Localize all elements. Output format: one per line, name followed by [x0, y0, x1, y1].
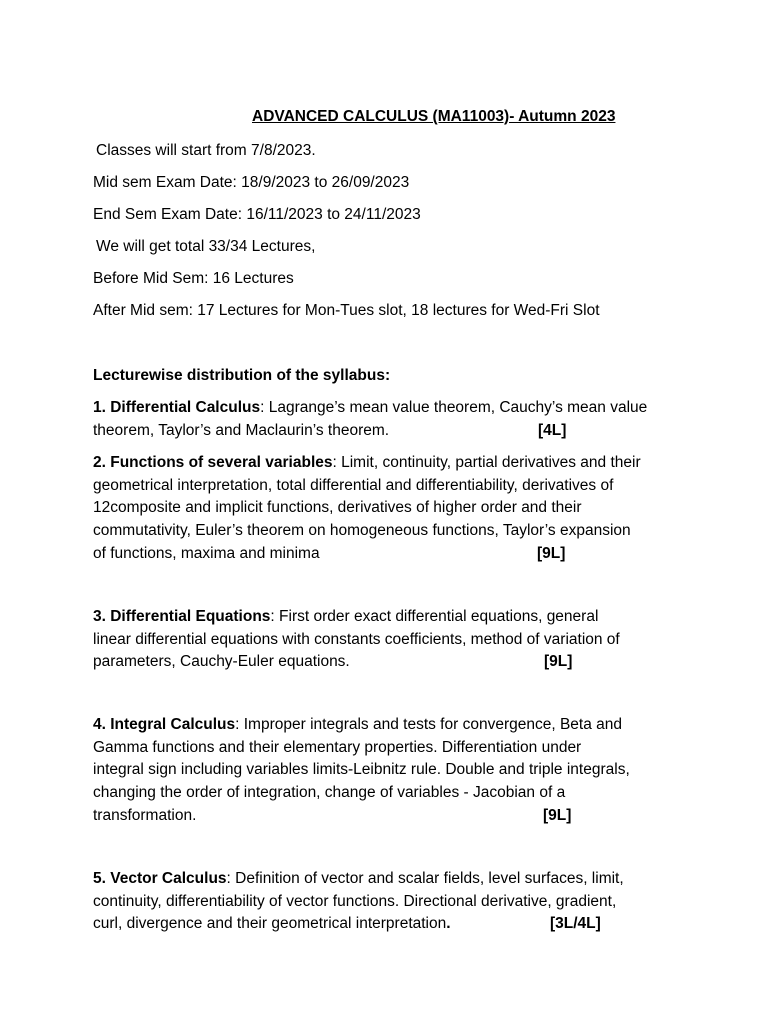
section-line	[93, 759, 688, 782]
section-text: parameters, Cauchy-Euler equations.	[93, 653, 350, 671]
syllabus-section-4	[93, 714, 688, 827]
section-text: commutativity, Euler’s theorem on homogeneous functions, Taylor’s expansion	[93, 522, 631, 540]
section-text: linear differential equations with constants coefficients, method of variation of	[93, 630, 620, 648]
section-line	[93, 606, 688, 629]
section-line	[93, 737, 688, 760]
section-text: : First order exact differential equations, general	[270, 608, 599, 625]
lecture-count: [9L]	[543, 806, 572, 824]
section-text: transformation.	[93, 806, 197, 824]
section-line	[93, 497, 688, 520]
info-line-midsem: Mid sem Exam Date: 18/9/2023 to 26/09/2023	[93, 174, 410, 191]
syllabus-section-2	[93, 452, 688, 565]
info-line-after-mid: After Mid sem: 17 Lectures for Mon-Tues slot, 18 lectures for Wed-Fri Slot	[93, 302, 600, 319]
section-text: curl, divergence and their geometrical interpretation	[93, 915, 447, 933]
lecture-count: [9L]	[537, 544, 566, 562]
section-text: : Improper integrals and tests for convergence, Beta and	[235, 716, 622, 733]
section-line	[93, 913, 688, 936]
section-text: : Definition of vector and scalar fields, level surfaces, limit,	[226, 870, 624, 887]
section-text: : Lagrange’s mean value theorem, Cauchy’s mean value	[260, 399, 648, 416]
lecture-count: [9L]	[544, 653, 573, 671]
page-title: ADVANCED CALCULUS (MA11003)- Autumn 2023	[252, 108, 616, 125]
section-text: geometrical interpretation, total differential and differentiability, derivatives of	[93, 476, 614, 494]
section-line	[93, 891, 688, 914]
section-line	[93, 782, 688, 805]
section-heading: 4. Integral Calculus	[93, 716, 236, 733]
section-line	[93, 805, 688, 828]
syllabus-section-1	[93, 397, 688, 442]
section-text: Gamma functions and their elementary properties. Differentiation under	[93, 738, 582, 756]
section-text: changing the order of integration, change of variables - Jacobian of a	[93, 784, 566, 802]
section-text: continuity, differentiability of vector functions. Directional derivative, gradient,	[93, 892, 617, 910]
section-line	[93, 543, 688, 566]
syllabus-heading: Lecturewise distribution of the syllabus:	[93, 367, 391, 384]
section-line	[93, 714, 688, 737]
section-line	[93, 452, 688, 475]
section-line	[93, 420, 688, 443]
section-text: of functions, maxima and minima	[93, 544, 320, 562]
section-text-period: .	[446, 915, 451, 933]
section-line	[93, 397, 688, 420]
section-text: theorem, Taylor’s and Maclaurin’s theorem.	[93, 421, 390, 439]
section-heading: 3. Differential Equations	[93, 608, 271, 625]
syllabus-section-5	[93, 868, 688, 936]
section-text: 12composite and implicit functions, derivatives of higher order and their	[93, 499, 582, 517]
syllabus-section-3	[93, 606, 688, 674]
section-line	[93, 520, 688, 543]
section-heading: 1. Differential Calculus	[93, 399, 261, 416]
section-text: integral sign including variables limits-Leibnitz rule. Double and triple integrals,	[93, 761, 630, 779]
info-line-total: We will get total 33/34 Lectures,	[96, 238, 316, 255]
info-line-start: Classes will start from 7/8/2023.	[96, 142, 316, 159]
lecture-count: [4L]	[538, 421, 567, 439]
section-line	[93, 475, 688, 498]
section-line	[93, 868, 688, 891]
section-heading: 5. Vector Calculus	[93, 870, 227, 887]
section-line	[93, 629, 688, 652]
info-line-before-mid: Before Mid Sem: 16 Lectures	[93, 270, 294, 287]
section-heading: 2. Functions of several variables	[93, 454, 333, 471]
section-text: : Limit, continuity, partial derivatives and their	[332, 454, 641, 471]
section-line	[93, 651, 688, 674]
info-line-endsem: End Sem Exam Date: 16/11/2023 to 24/11/2023	[93, 206, 421, 223]
lecture-count: [3L/4L]	[550, 915, 601, 933]
